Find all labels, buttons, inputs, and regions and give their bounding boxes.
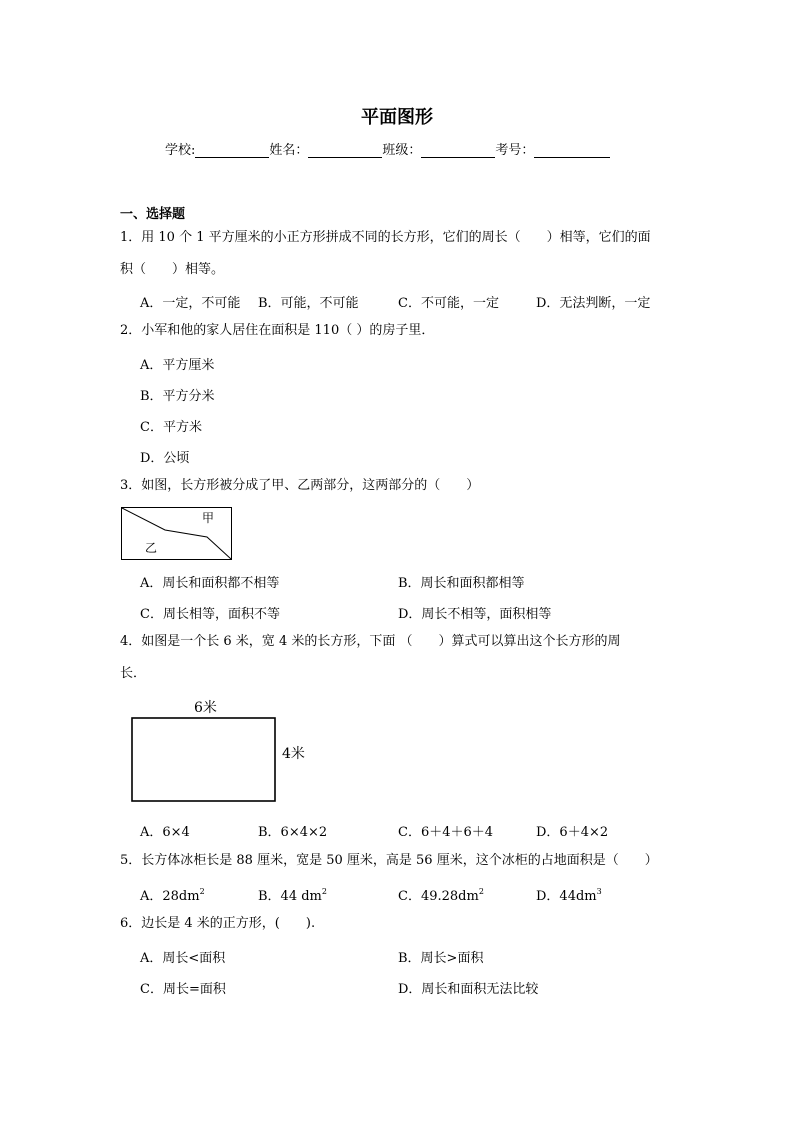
option-exponent: 2 bbox=[199, 887, 205, 896]
question-5-option-d[interactable] bbox=[536, 885, 602, 904]
question-4-stem-line2: 长． bbox=[120, 666, 147, 681]
option-exponent: 3 bbox=[596, 887, 602, 896]
section-heading: 一、选择题 bbox=[120, 207, 186, 222]
question-6-option-b[interactable]: B．周长>面积 bbox=[398, 951, 484, 966]
question-1-option-b[interactable]: B．可能，不可能 bbox=[258, 296, 359, 311]
question-3-stem: 3．如图，长方形被分成了甲、乙两部分，这两部分的（ ） bbox=[120, 478, 480, 493]
question-6-option-a[interactable]: A．周长<面积 bbox=[140, 951, 226, 966]
question-5-stem: 5．长方体冰柜长是 88 厘米，宽是 50 厘米，高是 56 厘米，这个冰柜的占地面积是（ ） bbox=[120, 853, 658, 868]
figure-rectangle bbox=[122, 508, 232, 560]
question-2-stem: 2．小军和他的家人居住在面积是 110（ ）的房子里． bbox=[120, 323, 435, 338]
number-label: 考号： bbox=[495, 143, 535, 158]
question-3-figure bbox=[121, 505, 233, 561]
figure-dividing-line bbox=[122, 508, 231, 559]
question-3-option-b[interactable]: B．周长和面积都相等 bbox=[398, 576, 525, 591]
option-text: D．44dm bbox=[536, 889, 597, 904]
question-2-option-a[interactable]: A．平方厘米 bbox=[140, 358, 215, 373]
question-4-figure bbox=[131, 717, 277, 803]
name-blank[interactable] bbox=[308, 143, 382, 158]
question-5-option-b[interactable] bbox=[258, 885, 327, 904]
question-1-option-a[interactable]: A．一定，不可能 bbox=[140, 296, 241, 311]
number-blank[interactable] bbox=[534, 143, 610, 158]
figure-label-jia: 甲 bbox=[202, 511, 215, 525]
class-label: 班级： bbox=[382, 143, 422, 158]
question-1-stem-line1: 1．用 10 个 1 平方厘米的小正方形拼成不同的长方形，它们的周长（ ）相等，它们的面 bbox=[120, 230, 651, 245]
question-6-option-d[interactable]: D．周长和面积无法比较 bbox=[398, 982, 539, 997]
question-3-option-c[interactable]: C．周长相等，面积不等 bbox=[140, 607, 280, 622]
question-5-option-c[interactable] bbox=[398, 885, 484, 904]
page-title: 平面图形 bbox=[361, 107, 433, 128]
option-text: C．49.28dm bbox=[398, 889, 479, 904]
question-6-option-c[interactable]: C．周长=面积 bbox=[140, 982, 226, 997]
question-3-option-a[interactable]: A．周长和面积都不相等 bbox=[140, 576, 280, 591]
question-4-option-d[interactable]: D．6＋4×2 bbox=[536, 825, 609, 840]
question-2-option-b[interactable]: B．平方分米 bbox=[140, 389, 215, 404]
question-1-stem-line2: 积（ ）相等。 bbox=[120, 262, 225, 277]
option-text: A．28dm bbox=[140, 889, 200, 904]
option-exponent: 2 bbox=[321, 887, 327, 896]
figure-label-yi: 乙 bbox=[145, 541, 158, 555]
figure-length-label: 6米 bbox=[194, 700, 217, 716]
option-exponent: 2 bbox=[478, 887, 484, 896]
figure-width-label: 4米 bbox=[282, 746, 305, 762]
question-4-stem-line1: 4．如图是一个长 6 米，宽 4 米的长方形，下面 （ ）算式可以算出这个长方形的周 bbox=[120, 634, 621, 649]
question-4-option-c[interactable]: C．6＋4＋6＋4 bbox=[398, 825, 494, 840]
info-line bbox=[165, 139, 610, 158]
question-2-option-d[interactable]: D．公顷 bbox=[140, 451, 190, 466]
school-blank[interactable] bbox=[195, 143, 269, 158]
option-text: B．44 dm bbox=[258, 889, 322, 904]
name-label: 姓名： bbox=[269, 143, 309, 158]
question-4-option-a[interactable]: A．6×4 bbox=[140, 825, 190, 840]
class-blank[interactable] bbox=[421, 143, 495, 158]
question-4-option-b[interactable]: B．6×4×2 bbox=[258, 825, 328, 840]
question-5-option-a[interactable] bbox=[140, 885, 205, 904]
question-3-option-d[interactable]: D．周长不相等，面积相等 bbox=[398, 607, 552, 622]
question-6-stem: 6．边长是 4 米的正方形，( ). bbox=[120, 916, 316, 931]
question-2-option-c[interactable]: C．平方米 bbox=[140, 420, 202, 435]
figure-rectangle bbox=[132, 718, 275, 801]
question-1-option-d[interactable]: D．无法判断，一定 bbox=[536, 296, 651, 311]
school-label: 学校: bbox=[165, 143, 196, 158]
question-1-option-c[interactable]: C．不可能，一定 bbox=[398, 296, 499, 311]
